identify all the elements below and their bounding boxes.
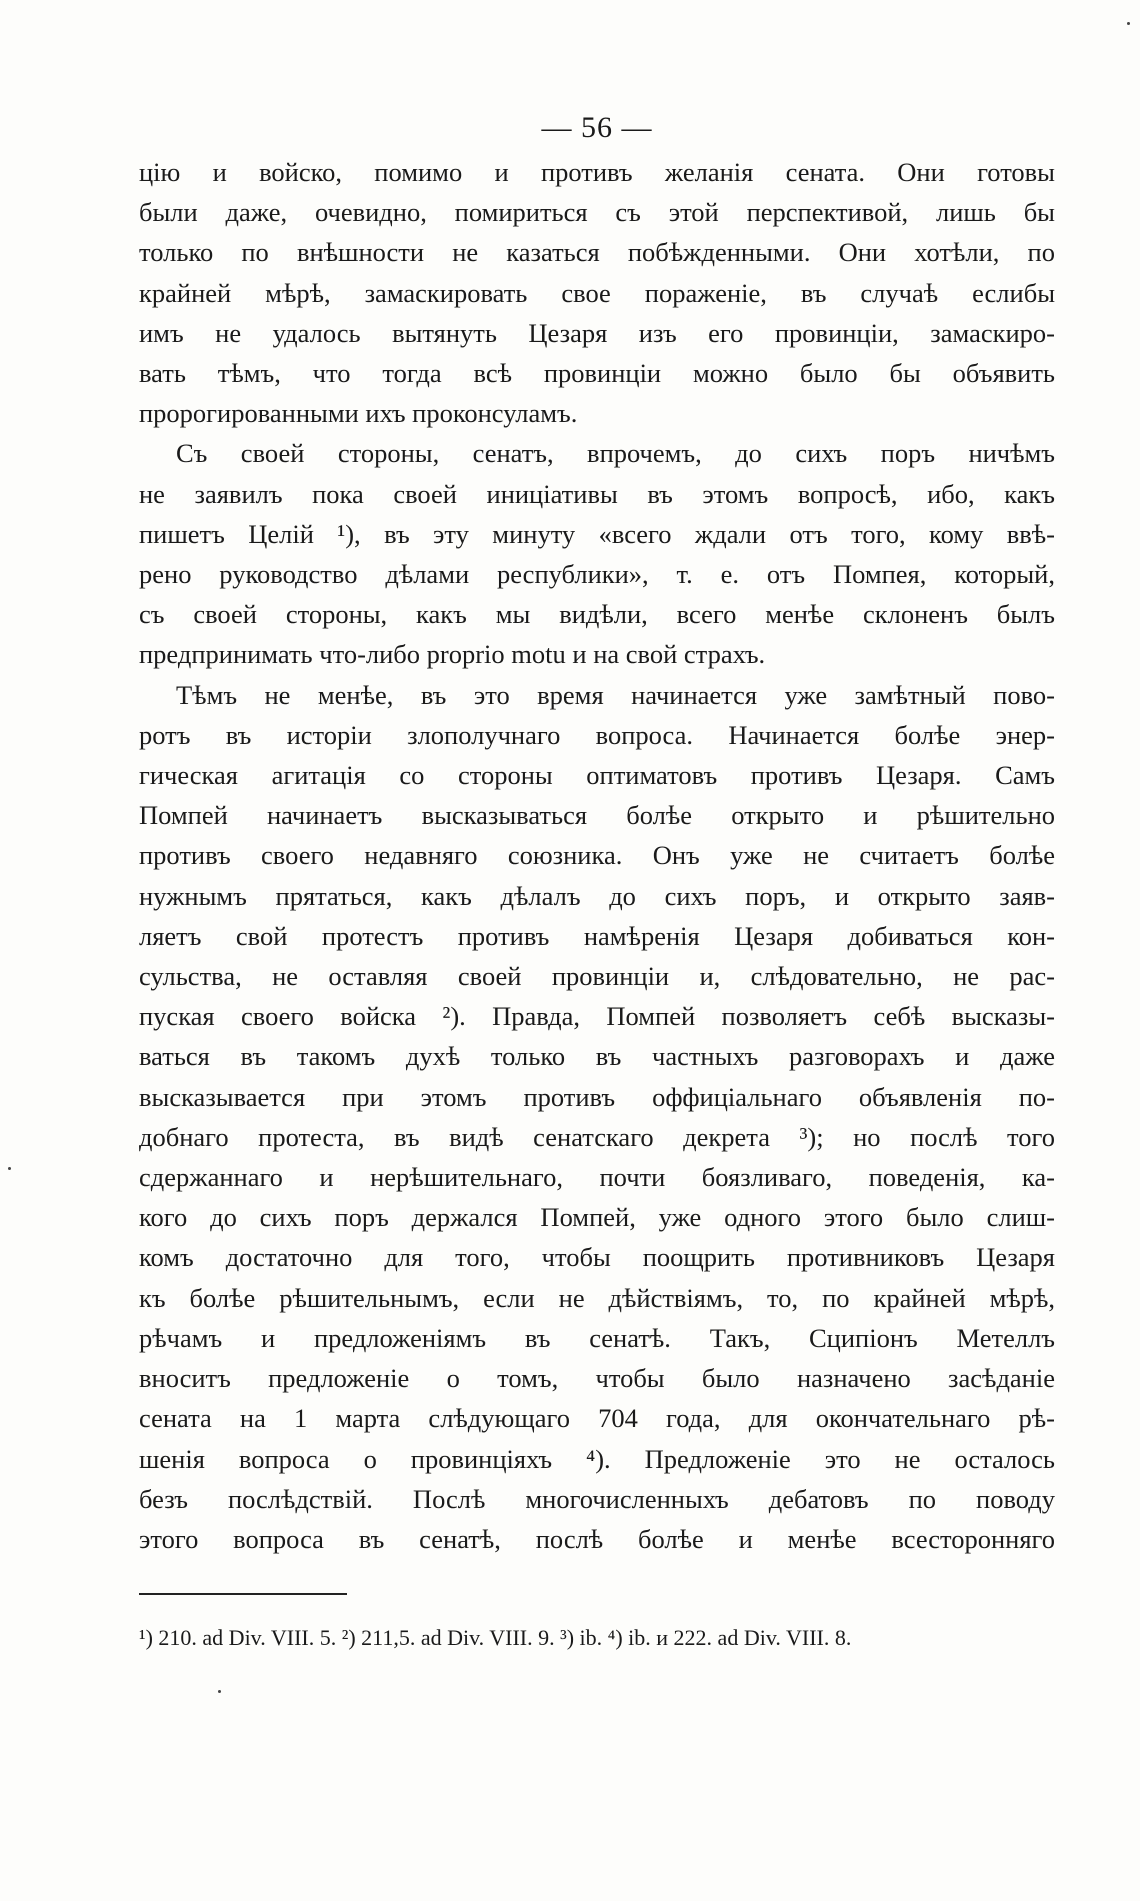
- text-line: добнаго протеста, въ видѣ сенатскаго декрета ³); но послѣ того: [139, 1121, 1055, 1152]
- text-line: не заявилъ пока своей иниціативы въ этомъ вопросѣ, ибо, какъ: [139, 478, 1055, 509]
- text-line: Съ своей стороны, сенатъ, впрочемъ, до сихъ поръ ничѣмъ: [176, 438, 1055, 469]
- text-line: кого до сихъ поръ держался Помпей, уже одного этого было слиш-: [139, 1202, 1055, 1233]
- text-line: къ болѣе рѣшительнымъ, если не дѣйствіямъ, то, по крайней мѣрѣ,: [139, 1282, 1055, 1313]
- scan-speck: [1127, 22, 1130, 25]
- text-line: сената на 1 марта слѣдующаго 704 года, для окончательнаго рѣ-: [139, 1403, 1055, 1434]
- text-line: ротъ въ исторіи злополучнаго вопроса. Начинается болѣе энер-: [139, 719, 1055, 750]
- text-line: ляетъ свой протестъ противъ намѣренія Цезаря добиваться кон-: [139, 920, 1055, 951]
- text-line: сульства, не оставляя своей провинціи и, слѣдовательно, не рас-: [139, 961, 1055, 992]
- text-line: гическая агитація со стороны оптиматовъ противъ Цезаря. Самъ: [139, 760, 1055, 791]
- text-line: предпринимать что-либо proprio motu и на свой страхъ.: [139, 639, 766, 670]
- text-line: нужнымъ прятаться, какъ дѣлалъ до сихъ поръ, и открыто заяв-: [139, 880, 1055, 911]
- text-line: съ своей стороны, какъ мы видѣли, всего менѣе склоненъ былъ: [139, 599, 1055, 630]
- scan-speck: [218, 1690, 221, 1693]
- text-line: вать тѣмъ, что тогда всѣ провинціи можно было бы объявить: [139, 358, 1055, 389]
- text-line: рѣчамъ и предложеніямъ въ сенатѣ. Такъ, Сципіонъ Метеллъ: [139, 1322, 1055, 1353]
- text-line: крайней мѣрѣ, замаскировать свое пораженіе, въ случаѣ еслибы: [139, 277, 1055, 308]
- paragraph-1: [139, 152, 1055, 433]
- text-line: пишетъ Целій ¹), въ эту минуту «всего ждали отъ того, кому ввѣ-: [139, 518, 1055, 549]
- text-line: безъ послѣдствій. Послѣ многочисленныхъ дебатовъ по поводу: [139, 1483, 1055, 1514]
- footnotes: ¹) 210. ad Div. VIII. 5. ²) 211,5. ad Div. VIII. 9. ³) ib. ⁴) ib. и 222. ad Div. VIII. 8.: [139, 1625, 852, 1651]
- text-line: цію и войско, помимо и противъ желанія сената. Они готовы: [139, 157, 1055, 187]
- text-line: шенія вопроса о провинціяхъ ⁴). Предложеніе это не осталось: [139, 1443, 1055, 1474]
- footnote-divider: [139, 1593, 347, 1595]
- text-line: комъ достаточно для того, чтобы поощрить противниковъ Цезаря: [139, 1242, 1055, 1273]
- text-line: ваться въ такомъ духѣ только въ частныхъ разговорахъ и даже: [139, 1041, 1055, 1072]
- text-line: вноситъ предложеніе о томъ, чтобы было назначено засѣданіе: [139, 1363, 1055, 1394]
- text-line: пророгированными ихъ проконсуламъ.: [139, 398, 578, 429]
- body-text: [139, 152, 1055, 1559]
- scan-speck: [8, 1167, 11, 1170]
- text-line: только по внѣшности не казаться побѣжденными. Они хотѣли, по: [139, 237, 1055, 268]
- text-line: сдержаннаго и нерѣшительнаго, почти боязливаго, поведенія, ка-: [139, 1162, 1055, 1193]
- text-line: пуская своего войска ²). Правда, Помпей позволяетъ себѣ высказы-: [139, 1001, 1055, 1032]
- text-line: рено руководство дѣлами республики», т. е. отъ Помпея, который,: [139, 559, 1055, 590]
- text-line: имъ не удалось вытянуть Цезаря изъ его провинціи, замаскиро-: [139, 317, 1055, 348]
- text-line: были даже, очевидно, помириться съ этой перспективой, лишь бы: [139, 197, 1055, 228]
- paragraph-3: [139, 675, 1055, 1559]
- text-line: высказывается при этомъ противъ оффиціальнаго объявленія по-: [139, 1081, 1055, 1112]
- page-number: — 56 —: [541, 111, 653, 144]
- text-line: этого вопроса въ сенатѣ, послѣ болѣе и менѣе всесторонняго: [139, 1523, 1055, 1554]
- paragraph-2: [139, 433, 1055, 674]
- book-page: [139, 108, 1055, 1653]
- text-line: Помпей начинаетъ высказываться болѣе открыто и рѣшительно: [139, 800, 1055, 831]
- text-line: противъ своего недавняго союзника. Онъ уже не считаетъ болѣе: [139, 840, 1055, 871]
- text-line: Тѣмъ не менѣе, въ это время начинается уже замѣтный пово-: [176, 679, 1055, 710]
